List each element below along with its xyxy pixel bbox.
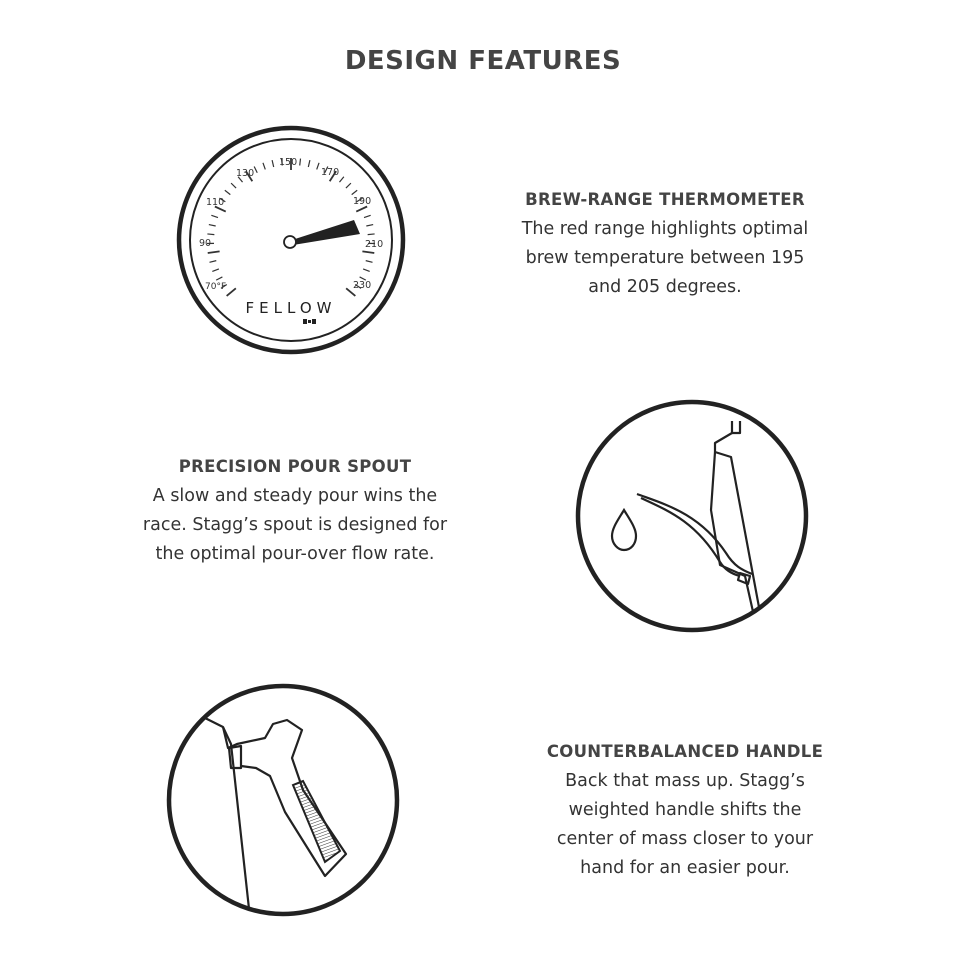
description-line: brew temperature between 195 [525,248,805,268]
thermometer-tick [356,207,367,212]
thermometer-tick [366,261,373,263]
thermometer-tick [346,183,351,188]
description-line: and 205 degrees. [588,277,742,297]
tick-label-230: 230 [353,280,372,291]
thermometer-tick [317,163,319,170]
page-title: DESIGN FEATURES [344,46,622,76]
tick-label-110: 110 [206,197,225,208]
description-line: The red range highlights optimal [521,219,809,239]
feature-spout [130,457,460,569]
thermometer-tick [216,277,222,280]
feature-heading: BREW-RANGE THERMOMETER [525,190,805,209]
tick-label-130: 130 [236,168,255,179]
feature-description [500,215,830,302]
water-droplet-icon [612,510,636,550]
brand-mark-icon [303,319,316,324]
thermometer-pivot [284,236,296,248]
thermometer-tick [209,261,216,263]
kettle-spout-outline [637,421,764,634]
thermometer-tick [363,269,370,271]
thermometer-tick [212,269,219,271]
handle-icon [165,682,401,918]
thermometer-tick [364,215,371,217]
thermometer-tick [352,190,358,194]
thermometer-tick [366,225,373,226]
description-line: the optimal pour-over flow rate. [155,544,435,564]
thermometer-tick [362,251,374,253]
thermometer-tick [368,234,375,235]
thermometer-tick [208,251,220,253]
tick-label-90: 90 [199,238,212,249]
feature-description [510,767,860,883]
spout-ring [578,402,806,630]
description-line: Back that mass up. Stagg’s [565,771,805,791]
handle-illustration [165,682,401,918]
tick-label-190: 190 [353,196,372,207]
tick-label-210: 210 [365,239,384,250]
tick-label-70: 70°F [205,282,227,292]
thermometer-tick [308,160,310,167]
description-line: center of mass closer to your [556,829,814,849]
description-line: hand for an easier pour. [580,858,790,878]
thermometer-tick [207,234,214,235]
thermometer-tick [231,183,236,188]
spout-illustration [574,398,810,634]
feature-heading: PRECISION POUR SPOUT [178,457,412,476]
thermometer-dial [175,124,407,356]
tick-label-150: 150 [279,157,298,168]
feature-thermometer [500,190,830,302]
thermometer-tick [227,288,236,296]
thermometer-tick [209,225,216,226]
thermometer-tick [272,160,274,167]
thermometer-needle [293,220,360,245]
thermometer-tick [263,163,265,170]
spout-icon [574,398,810,634]
thermometer-icon [175,124,407,356]
tick-label-170: 170 [321,167,340,178]
thermometer-tick [254,167,257,173]
feature-description [130,482,460,569]
thermometer-tick [225,190,231,194]
kettle-handle-outline [205,718,346,918]
feature-handle [510,742,860,883]
brand-wordmark: FELLOW [245,299,337,317]
thermometer-tick [339,177,343,182]
description-line: A slow and steady pour wins the [152,486,438,506]
thermometer-tick [300,159,301,166]
feature-heading: COUNTERBALANCED HANDLE [546,742,824,761]
description-line: race. Stagg’s spout is designed for [142,515,448,535]
thermometer-tick [211,215,218,217]
handle-weight-insert [293,781,340,862]
description-line: weighted handle shifts the [568,800,802,820]
